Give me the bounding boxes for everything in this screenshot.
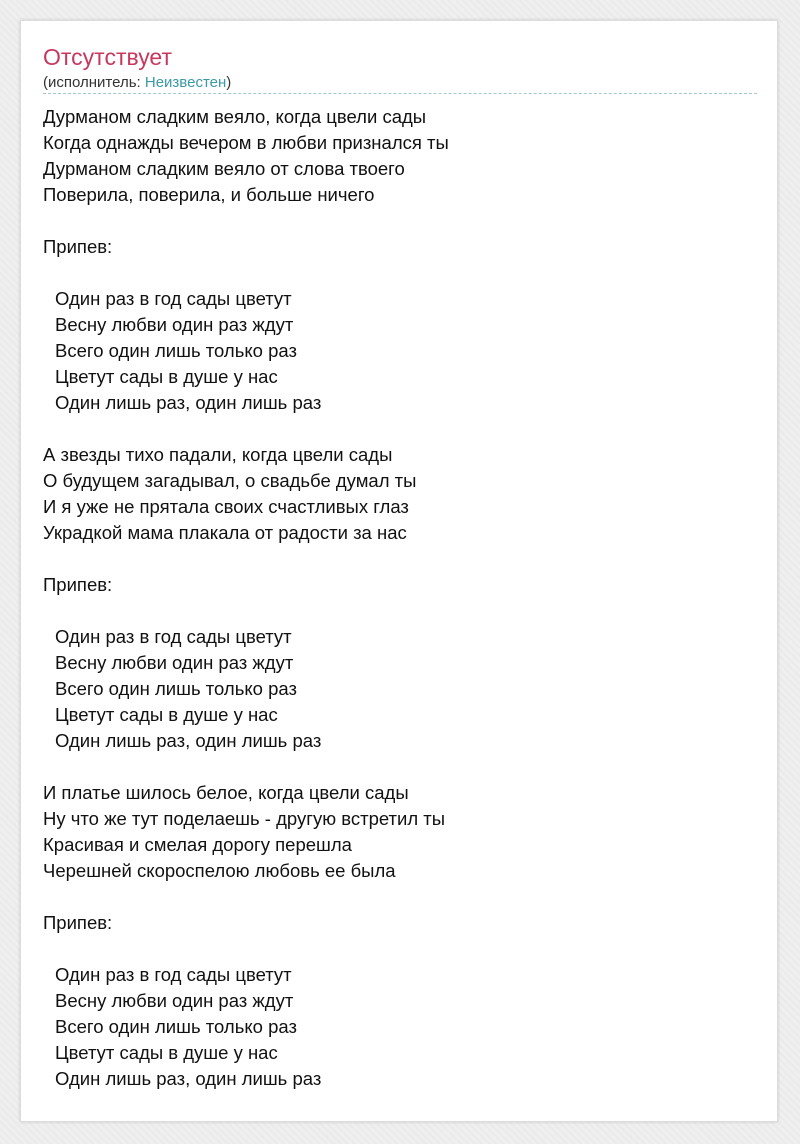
stanza-gap (43, 260, 753, 286)
stanza-gap (43, 598, 753, 624)
chorus-line: Всего один лишь только раз (55, 340, 297, 361)
lyrics-card (20, 20, 778, 1122)
chorus-line: Цветут сады в душе у нас (55, 1042, 278, 1063)
lyric-line: Дурманом сладким веяло от слова твоего (43, 158, 405, 179)
lyric-line: О будущем загадывал, о свадьбе думал ты (43, 470, 417, 491)
chorus-line: Один раз в год сады цветут (55, 626, 292, 647)
chorus-line: Весну любви один раз ждут (55, 314, 294, 335)
stanza-gap (43, 754, 753, 780)
artist-link[interactable]: Неизвестен (144, 74, 227, 91)
artist-line (43, 73, 231, 93)
lyric-line: Дурманом сладким веяло, когда цвели сады (43, 106, 427, 127)
chorus-line: Всего один лишь только раз (55, 678, 297, 699)
lyric-line: Ну что же тут поделаешь - другую встретил ты (43, 808, 446, 829)
chorus-line: Один раз в год сады цветут (55, 964, 292, 985)
chorus-line: Один раз в год сады цветут (55, 288, 292, 309)
lyric-line: И я уже не прятала своих счастливых глаз (43, 496, 409, 517)
lyric-line: А звезды тихо падали, когда цвели сады (43, 444, 393, 465)
lyric-line: Когда однажды вечером в любви признался ты (43, 132, 449, 153)
chorus-label: Припев: (43, 574, 113, 595)
chorus-label: Припев: (43, 912, 113, 933)
artist-suffix: ) (226, 74, 232, 91)
chorus-line: Один лишь раз, один лишь раз (55, 1068, 322, 1089)
artist-prefix: (исполнитель: (43, 74, 145, 91)
song-title: Отсутствует (43, 44, 172, 70)
chorus-line: Один лишь раз, один лишь раз (55, 392, 322, 413)
lyric-line: Красивая и смелая дорогу перешла (43, 834, 352, 855)
chorus-line: Весну любви один раз ждут (55, 652, 294, 673)
lyrics-text (43, 104, 753, 1092)
lyric-line: Украдкой мама плакала от радости за нас (43, 522, 407, 543)
stanza-gap (43, 546, 753, 572)
chorus-line: Цветут сады в душе у нас (55, 704, 278, 725)
chorus-label: Припев: (43, 236, 113, 257)
chorus-line: Весну любви один раз ждут (55, 990, 294, 1011)
lyric-line: Черешней скороспелою любовь ее была (43, 860, 396, 881)
stanza-gap (43, 884, 753, 910)
stanza-gap (43, 208, 753, 234)
chorus-line: Цветут сады в душе у нас (55, 366, 278, 387)
lyric-line: Поверила, поверила, и больше ничего (43, 184, 375, 205)
lyric-line: И платье шилось белое, когда цвели сады (43, 782, 409, 803)
chorus-line: Один лишь раз, один лишь раз (55, 730, 322, 751)
stanza-gap (43, 416, 753, 442)
chorus-line: Всего один лишь только раз (55, 1016, 297, 1037)
stanza-gap (43, 936, 753, 962)
title-divider (43, 93, 757, 94)
